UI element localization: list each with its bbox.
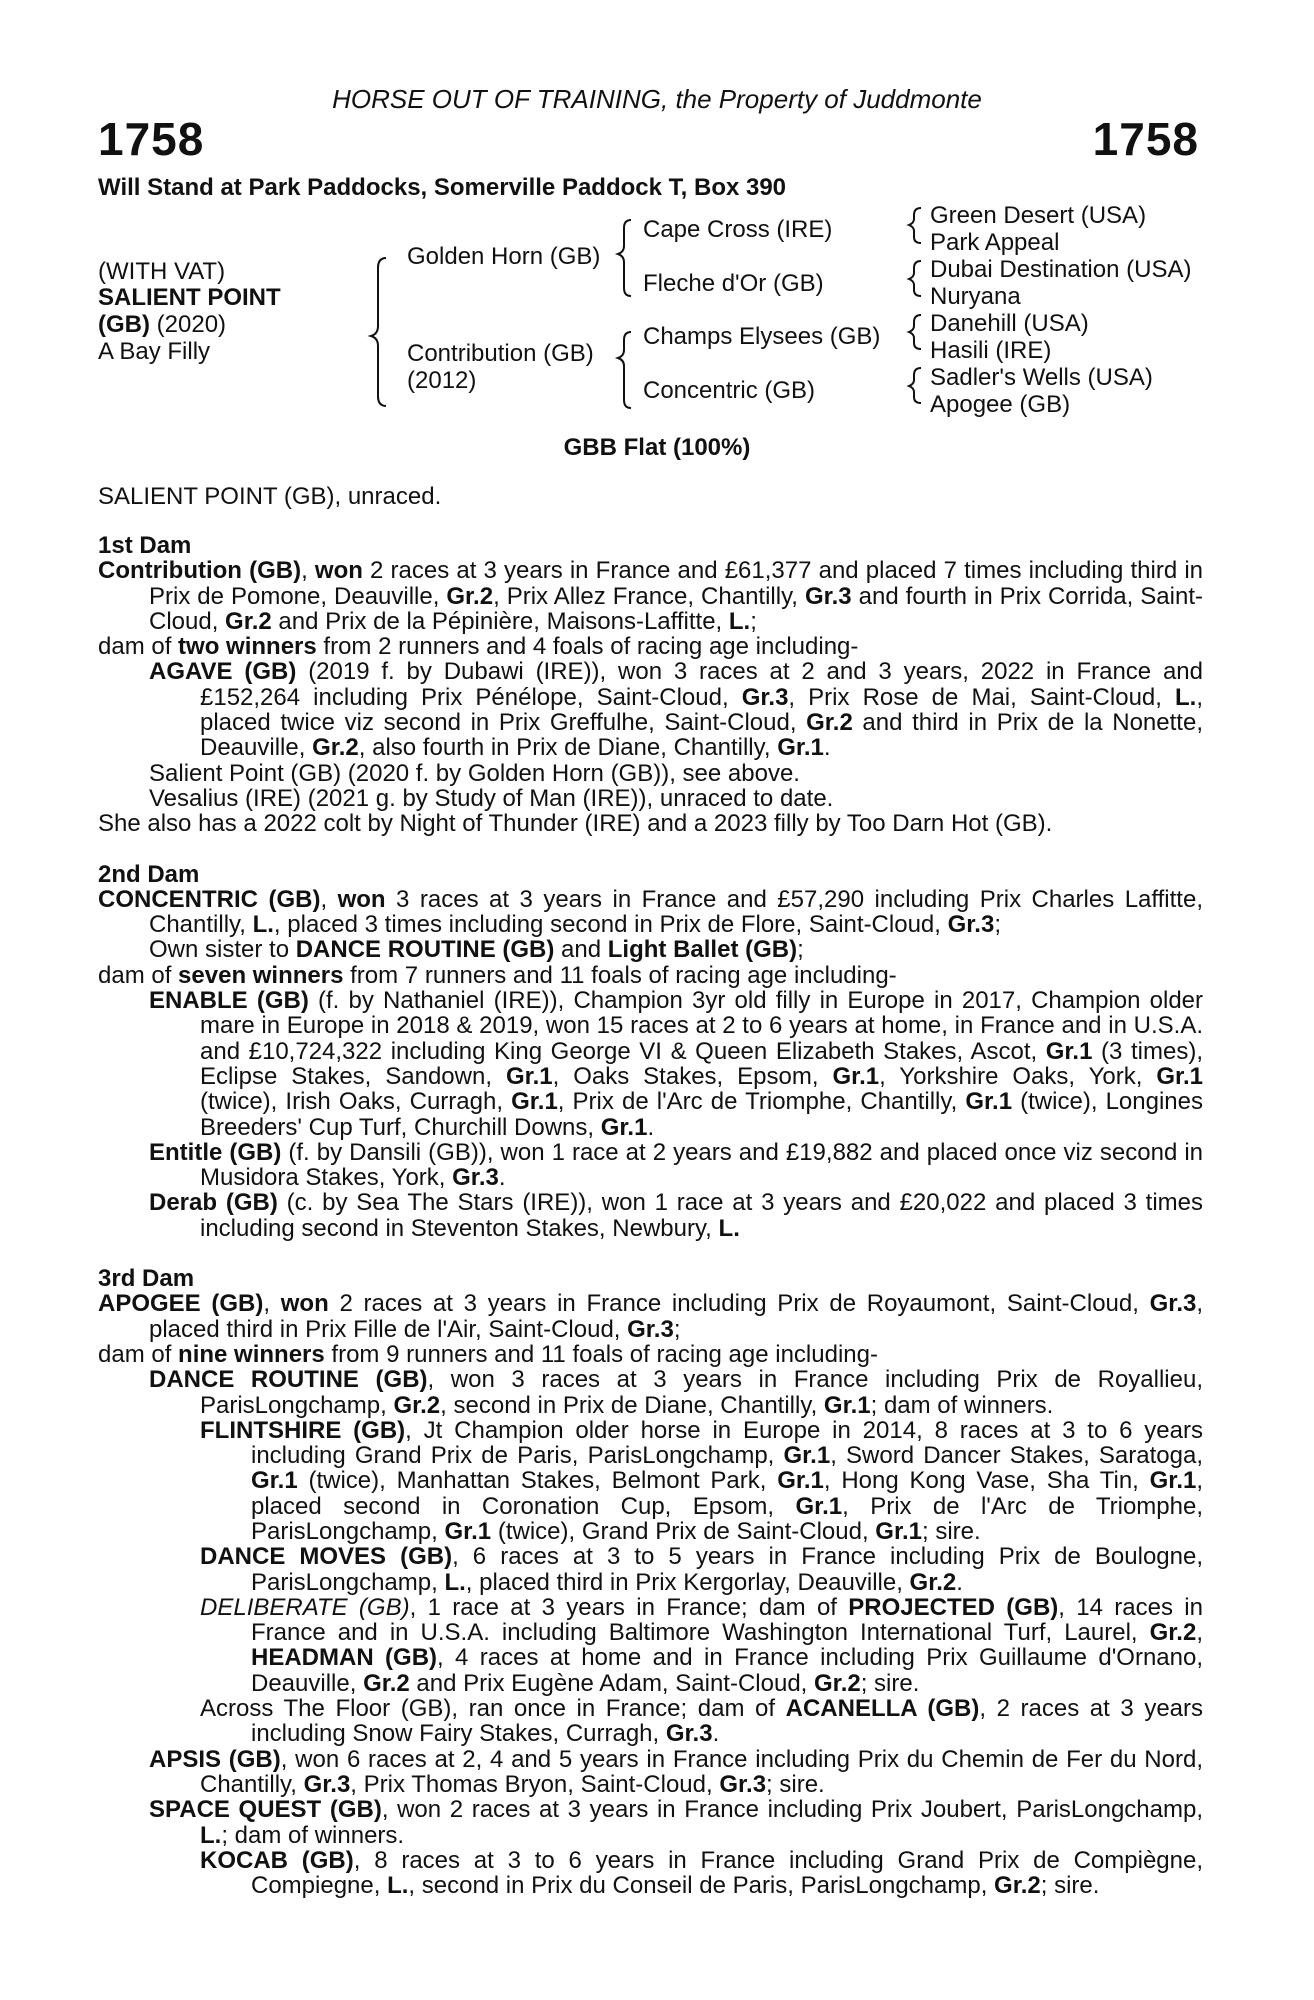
text: . bbox=[647, 1113, 655, 1141]
grade: Gr.1 bbox=[777, 1467, 824, 1495]
grade: Gr.2 bbox=[814, 1669, 861, 1697]
text: , 14 races in France and in U.S.A. including Baltimore Washington International Turf, Laurel, bbox=[251, 1593, 1203, 1647]
sd-dam: Nuryana bbox=[930, 283, 1021, 310]
text: (twice), Grand Prix de Saint-Cloud, bbox=[491, 1517, 876, 1545]
grade: Gr.3 bbox=[741, 683, 789, 711]
horse-country: (GB) bbox=[98, 311, 150, 338]
grade: Gr.3 bbox=[804, 582, 852, 610]
horse-name: APSIS (GB) bbox=[149, 1745, 281, 1773]
horse-name: AGAVE (GB) bbox=[149, 658, 297, 686]
text: , Prix Allez France, Chantilly, bbox=[493, 582, 805, 610]
third-dam-produce-summary bbox=[98, 1342, 1203, 1367]
dam-year: (2012) bbox=[407, 367, 477, 394]
text: (c. by Sea The Stars (IRE)), won 1 race at 3 years and £20,022 and placed 3 times including second in Steventon Stakes, Newbury, bbox=[200, 1189, 1204, 1242]
text: , also fourth in Prix de Diane, Chantilly, bbox=[358, 734, 778, 762]
grade: Gr.3 bbox=[1149, 1290, 1197, 1318]
sire-dam-bracket bbox=[371, 258, 386, 406]
grade: Gr.1 bbox=[1045, 1037, 1093, 1065]
dd-bracket bbox=[909, 368, 921, 403]
grade: Gr.1 bbox=[511, 1088, 558, 1116]
dam-dam: Concentric (GB) bbox=[643, 377, 816, 404]
grade: Gr.2 bbox=[393, 1391, 441, 1419]
text: dam of bbox=[98, 961, 179, 989]
first-dam-heading: 1st Dam bbox=[98, 532, 192, 559]
text: , Oaks Stakes, Epsom, bbox=[552, 1062, 833, 1090]
text: and Prix de la Pépinière, Maisons-Laffitte, bbox=[271, 607, 729, 635]
sire-name: Golden Horn (GB) bbox=[407, 243, 601, 270]
horse-name: HEADMAN (GB) bbox=[251, 1644, 438, 1672]
horse-name: ACANELLA (GB) bbox=[785, 1695, 980, 1723]
horse-year: (2020) bbox=[149, 311, 227, 338]
grade: Gr.2 bbox=[312, 734, 359, 762]
grade: Gr.3 bbox=[627, 1315, 674, 1343]
text: , won 6 races at 2, 4 and 5 years in France including Prix du Chemin de Fer du Nord, Chantilly, bbox=[200, 1745, 1203, 1798]
text: 3 races at 3 years in France and £57,290 including Prix Charles Laffitte, Chantilly, bbox=[149, 885, 1203, 939]
section-gap bbox=[98, 837, 1203, 862]
grade: L. bbox=[200, 1821, 222, 1849]
sire-bracket bbox=[618, 220, 631, 296]
text: , Jt Champion older horse in Europe in 2014, 8 races at 3 to 6 years including Grand Prix de Paris, ParisLongchamp, bbox=[251, 1416, 1203, 1470]
ds-dam: Hasili (IRE) bbox=[930, 337, 1052, 364]
horse-name: Derab (GB) bbox=[149, 1189, 278, 1217]
first-dam-produce-summary bbox=[98, 634, 1203, 659]
ss-bracket bbox=[909, 208, 921, 243]
produce-deliberate bbox=[98, 1595, 1203, 1696]
text: (f. by Nathaniel (IRE)), Champion 3yr old filly in Europe in 2017, Champion older mare in Europe in 2018 & 2019, won 15 races at 2 to 6 years at home, in France and in U.S.A. and £10,724,322 including King George VI & Queen Elizabeth Stakes, Ascot, bbox=[200, 987, 1204, 1065]
horse-name: Light Ballet (GB) bbox=[607, 936, 798, 964]
grade: Gr.1 bbox=[795, 1492, 843, 1520]
grade: Gr.3 bbox=[452, 1164, 499, 1192]
text: dam of bbox=[98, 1340, 179, 1368]
winners-count: seven winners bbox=[178, 961, 344, 989]
won-label: won bbox=[314, 557, 363, 585]
winners-count: two winners bbox=[178, 633, 317, 661]
text: , 1 race at 3 years in France; dam of bbox=[409, 1593, 849, 1621]
text: , Hong Kong Vase, Sha Tin, bbox=[823, 1467, 1150, 1495]
text: (twice), Irish Oaks, Curragh, bbox=[200, 1088, 512, 1116]
sire-dam: Fleche d'Or (GB) bbox=[643, 270, 824, 297]
ss-sire: Green Desert (USA) bbox=[930, 202, 1147, 229]
text: ; bbox=[673, 1315, 681, 1343]
grade: Gr.3 bbox=[665, 1720, 713, 1748]
text: . bbox=[956, 1568, 963, 1596]
grade: Gr.1 bbox=[1149, 1467, 1197, 1495]
grade: Gr.1 bbox=[875, 1517, 922, 1545]
produce-across-the-floor bbox=[98, 1696, 1203, 1747]
grade: Gr.1 bbox=[1156, 1062, 1204, 1090]
grade: Gr.2 bbox=[806, 709, 853, 737]
grade: Gr.1 bbox=[965, 1088, 1013, 1116]
text: , placed twice viz second in Prix Greffulhe, Saint-Cloud, bbox=[200, 683, 1204, 737]
text: , Yorkshire Oaks, York, bbox=[879, 1062, 1157, 1090]
dam-name: CONCENTRIC (GB) bbox=[98, 885, 321, 913]
text: ; sire. bbox=[922, 1517, 981, 1545]
sd-bracket bbox=[909, 261, 921, 296]
grade: Gr.1 bbox=[783, 1442, 831, 1470]
text: , bbox=[1196, 1619, 1203, 1647]
grade: L. bbox=[728, 607, 751, 635]
text: (twice), Longines Breeders' Cup Turf, Churchill Downs, bbox=[200, 1088, 1203, 1141]
text: , placed third in Prix Kergorlay, Deauville, bbox=[465, 1568, 910, 1596]
text: , placed second in Coronation Cup, Epsom, bbox=[251, 1467, 1204, 1520]
grade: Gr.3 bbox=[719, 1770, 767, 1798]
text: , Prix de l'Arc de Triomphe, ParisLongchamp, bbox=[251, 1492, 1203, 1545]
text: , 4 races at home and in France including Prix Guillaume d'Ornano, Deauville, bbox=[251, 1644, 1204, 1697]
text: ; bbox=[797, 936, 804, 964]
grade: L. bbox=[444, 1568, 466, 1596]
horse-name: DANCE ROUTINE (GB) bbox=[295, 936, 555, 964]
text: dam of bbox=[98, 633, 179, 661]
text: , Sword Dancer Stakes, Saratoga, bbox=[830, 1442, 1203, 1470]
third-dam-entry: APOGEE (GB), won 2 races at 3 years in France including Prix de Royaumont, Saint-Cloud, Gr.3, placed third in Prix Fille de l'Air, Saint-Cloud, Gr.3; bbox=[98, 1290, 1204, 1343]
second-dam-heading: 2nd Dam bbox=[98, 860, 200, 888]
text: , 6 races at 3 to 5 years in France including Prix de Boulogne, ParisLongchamp, bbox=[251, 1543, 1203, 1596]
produce-kocab bbox=[98, 1848, 1203, 1899]
text: Own sister to bbox=[149, 936, 296, 964]
horse-name: KOCAB (GB) bbox=[200, 1846, 354, 1874]
classification: GBB Flat (100%) bbox=[563, 434, 751, 461]
produce-space-quest bbox=[98, 1797, 1203, 1848]
dd-dam: Apogee (GB) bbox=[930, 391, 1071, 418]
produce-vesalius: Vesalius (IRE) (2021 g. by Study of Man (IRE)), unraced to date. bbox=[149, 784, 834, 812]
horse-name: DELIBERATE (GB) bbox=[200, 1593, 410, 1621]
grade: L. bbox=[252, 911, 274, 939]
horse-name: SALIENT POINT bbox=[98, 284, 281, 311]
grade: Gr.1 bbox=[251, 1467, 298, 1495]
grade: Gr.2 bbox=[446, 582, 494, 610]
catalogue-body bbox=[98, 533, 1203, 1898]
horse-description: A Bay Filly bbox=[98, 338, 211, 365]
produce-enable bbox=[98, 988, 1203, 1140]
dd-sire: Sadler's Wells (USA) bbox=[930, 364, 1153, 391]
horse-name-year bbox=[98, 311, 226, 339]
text: Across The Floor (GB), ran once in France; dam of bbox=[200, 1695, 786, 1723]
grade: Gr.1 bbox=[832, 1062, 880, 1090]
grade: L. bbox=[1175, 683, 1197, 711]
text: (twice), Manhattan Stakes, Belmont Park, bbox=[297, 1467, 778, 1495]
ds-bracket bbox=[909, 315, 921, 349]
grade: Gr.2 bbox=[909, 1568, 957, 1596]
produce-agave bbox=[98, 659, 1203, 760]
text: . bbox=[712, 1720, 720, 1748]
won-label: won bbox=[337, 885, 386, 913]
won-label: won bbox=[280, 1290, 329, 1318]
grade: Gr.2 bbox=[225, 607, 272, 635]
second-dam-produce-summary bbox=[98, 963, 1203, 988]
horse-name: DANCE MOVES (GB) bbox=[200, 1543, 453, 1571]
text: ; sire. bbox=[766, 1770, 825, 1798]
text: ; dam of winners. bbox=[870, 1391, 1054, 1419]
text: and third in Prix de la Nonette, Deauville, bbox=[200, 709, 1203, 762]
grade: Gr.1 bbox=[777, 734, 824, 762]
produce-dance-moves bbox=[98, 1544, 1203, 1595]
grade: L. bbox=[387, 1872, 409, 1900]
grade: Gr.2 bbox=[1149, 1619, 1197, 1647]
first-dam-entry: Contribution (GB), won 2 races at 3 years in France and £61,377 and placed 7 times including third in Prix de Pomone, Deauville, Gr.2, Prix Allez France, Chantilly, Gr.3 and fourth in Prix Corrida, Saint-Cloud, Gr.2 and Prix de la Pépinière, Maisons-Laffitte, L.; bbox=[98, 557, 1204, 635]
produce-apsis bbox=[98, 1747, 1203, 1798]
text: , won 3 races at 3 years in France including Prix de Royallieu, ParisLongchamp, bbox=[200, 1366, 1203, 1419]
third-dam-heading: 3rd Dam bbox=[98, 1265, 195, 1293]
text: , placed third in Prix Fille de l'Air, Saint-Cloud, bbox=[149, 1290, 1204, 1343]
grade: Gr.1 bbox=[444, 1517, 492, 1545]
vat-label: (WITH VAT) bbox=[98, 258, 226, 285]
grade: Gr.3 bbox=[947, 911, 995, 939]
grade: Gr.1 bbox=[823, 1391, 871, 1419]
text: , Prix Thomas Bryon, Saint-Cloud, bbox=[350, 1770, 720, 1798]
text: , won 2 races at 3 years in France including Prix Joubert, ParisLongchamp, bbox=[381, 1796, 1203, 1824]
text: ; bbox=[750, 607, 757, 635]
lot-number-right: 1758 bbox=[1092, 113, 1199, 165]
text: and bbox=[554, 936, 608, 964]
winners-count: nine winners bbox=[178, 1340, 325, 1368]
text: (f. by Dansili (GB)), won 1 race at 2 years and £19,882 and placed once viz second in Musidora Stakes, York, bbox=[200, 1138, 1203, 1192]
dam-name: APOGEE (GB) bbox=[98, 1290, 264, 1318]
second-dam-entry: CONCENTRIC (GB), won 3 races at 3 years in France and £57,290 including Prix Charles Laffitte, Chantilly, L., placed 3 times including second in Prix de Flore, Saint-Cloud, Gr.3; bbox=[98, 885, 1203, 939]
text: from 7 runners and 11 foals of racing age including- bbox=[343, 961, 897, 989]
grade: Gr.3 bbox=[303, 1770, 351, 1798]
sd-sire: Dubai Destination (USA) bbox=[930, 256, 1192, 283]
grade: Gr.2 bbox=[363, 1669, 410, 1697]
text: , 8 races at 3 to 6 years in France including Grand Prix de Compiègne, Compiegne, bbox=[251, 1846, 1204, 1900]
ss-dam: Park Appeal bbox=[930, 229, 1060, 256]
dam-bracket bbox=[618, 332, 631, 408]
grade: L. bbox=[718, 1214, 740, 1242]
section-gap bbox=[98, 1241, 1203, 1266]
grade: Gr.2 bbox=[994, 1872, 1041, 1900]
horse-name: FLINTSHIRE (GB) bbox=[200, 1416, 406, 1444]
horse-name: Entitle (GB) bbox=[149, 1138, 282, 1166]
text: from 2 runners and 4 foals of racing age including- bbox=[316, 633, 859, 661]
produce-flintshire bbox=[98, 1418, 1203, 1544]
horse-name: PROJECTED (GB) bbox=[848, 1593, 1059, 1621]
sire-sire: Cape Cross (IRE) bbox=[643, 216, 833, 243]
text: , Prix Rose de Mai, Saint-Cloud, bbox=[788, 683, 1176, 711]
grade: Gr.1 bbox=[505, 1062, 553, 1090]
stand-location: Will Stand at Park Paddocks, Somerville Paddock T, Box 390 bbox=[98, 174, 787, 201]
horse-name: SPACE QUEST (GB) bbox=[149, 1796, 382, 1824]
text: ; sire. bbox=[860, 1669, 920, 1697]
horse-name: ENABLE (GB) bbox=[149, 987, 309, 1015]
text: , second in Prix de Diane, Chantilly, bbox=[440, 1391, 824, 1419]
text: 2 races at 3 years in France including Prix de Royaumont, Saint-Cloud, bbox=[328, 1290, 1150, 1318]
grade: Gr.1 bbox=[600, 1113, 648, 1141]
text: , Prix de l'Arc de Triomphe, Chantilly, bbox=[557, 1088, 966, 1116]
dam-name: Contribution (GB) bbox=[407, 340, 594, 367]
text: and Prix Eugène Adam, Saint-Cloud, bbox=[409, 1669, 815, 1697]
text: , 2 races at 3 years including Snow Fairy Stakes, Curragh, bbox=[251, 1695, 1204, 1748]
text: and fourth in Prix Corrida, Saint-Cloud, bbox=[149, 582, 1203, 635]
text: 2 races at 3 years in France and £61,377 and placed 7 times including third in Prix de Pomone, Deauville, bbox=[149, 557, 1204, 610]
produce-also: She also has a 2022 colt by Night of Thunder (IRE) and a 2023 filly by Too Darn Hot (GB). bbox=[98, 810, 1053, 838]
unraced-line: SALIENT POINT (GB), unraced. bbox=[98, 483, 442, 510]
produce-entitle bbox=[98, 1140, 1203, 1191]
text: from 9 runners and 11 foals of racing age including- bbox=[324, 1340, 878, 1368]
text: . bbox=[823, 734, 831, 762]
text: . bbox=[498, 1164, 506, 1192]
ds-sire: Danehill (USA) bbox=[930, 310, 1089, 337]
produce-salient-point: Salient Point (GB) (2020 f. by Golden Horn (GB)), see above. bbox=[149, 759, 800, 787]
text: , second in Prix du Conseil de Paris, ParisLongchamp, bbox=[408, 1872, 995, 1900]
text: (2019 f. by Dubawi (IRE)), won 3 races at 2 and 3 years, 2022 in France and £152,264 including Prix Pénélope, Saint-Cloud, bbox=[200, 658, 1204, 711]
dam-sire: Champs Elysees (GB) bbox=[643, 323, 881, 350]
text: ; dam of winners. bbox=[221, 1821, 405, 1849]
lot-number-left: 1758 bbox=[98, 113, 205, 165]
produce-dance-routine bbox=[98, 1367, 1203, 1418]
text: ; bbox=[994, 911, 1001, 939]
text: ; sire. bbox=[1040, 1872, 1100, 1900]
horse-name: DANCE ROUTINE (GB) bbox=[149, 1366, 428, 1394]
text: , placed 3 times including second in Prix de Flore, Saint-Cloud, bbox=[273, 911, 948, 939]
page-subtitle: HORSE OUT OF TRAINING, the Property of Juddmonte bbox=[332, 84, 982, 114]
dam-name: Contribution (GB) bbox=[98, 557, 302, 585]
text: (3 times), Eclipse Stakes, Sandown, bbox=[200, 1037, 1203, 1090]
own-sister-line bbox=[98, 937, 1203, 962]
produce-derab bbox=[98, 1190, 1203, 1241]
